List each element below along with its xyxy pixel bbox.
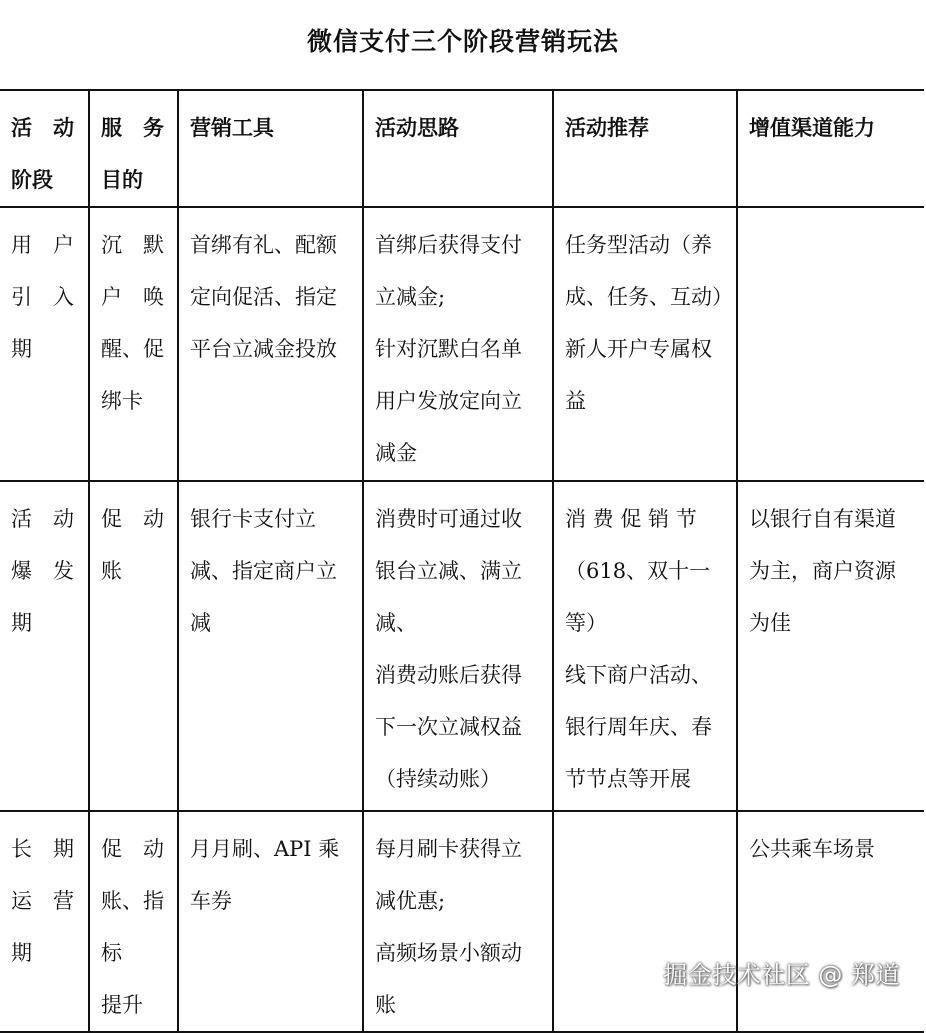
marketing-table — [0, 89, 924, 1033]
header-idea: 活动思路 — [363, 90, 553, 207]
cell-line: 益 — [565, 389, 586, 413]
cell-line: 提升 — [101, 993, 143, 1017]
cell-line: （持续动账） — [375, 767, 501, 791]
cell-line: 标 — [101, 941, 122, 965]
cell-line: 银台立减、满立 — [375, 559, 522, 583]
cell-line: 期 — [11, 941, 32, 965]
cell-idea — [363, 811, 553, 1032]
cell-line: 期 — [11, 337, 32, 361]
cell-line: 首绑有礼、配额 — [190, 233, 337, 257]
cell-line: 爆 发 — [11, 559, 74, 583]
table-row — [0, 481, 924, 811]
cell-tools — [178, 811, 363, 1032]
cell-line: 月月刷、API 乘 — [190, 837, 340, 861]
cell-line: 引 入 — [11, 285, 74, 309]
cell-line: 减优惠; — [375, 889, 446, 913]
cell-line: 高频场景小额动 — [375, 941, 522, 965]
cell-line: 下一次立减权益 — [375, 715, 522, 739]
cell-line: 成、任务、互动） — [565, 285, 733, 309]
cell-line: 以银行自有渠道 — [749, 507, 896, 531]
cell-line: 期 — [11, 611, 32, 635]
cell-line: 绑卡 — [101, 389, 143, 413]
cell-recommend — [553, 207, 737, 481]
cell-line: 银行卡支付立 — [190, 507, 316, 531]
cell-line: 首绑后获得支付 — [375, 233, 522, 257]
header-row — [0, 90, 924, 207]
cell-line: 运 营 — [11, 889, 74, 913]
cell-line: 促 动 — [101, 837, 164, 861]
cell-line: 账 — [375, 993, 396, 1017]
cell-line: 减金 — [375, 441, 417, 465]
cell-line: 消 费 促 销 节 — [565, 507, 697, 531]
cell-line: 节节点等开展 — [565, 767, 691, 791]
cell-line: 定向促活、指定 — [190, 285, 337, 309]
cell-line: 醒、促 — [101, 337, 164, 361]
cell-line: 长 期 — [11, 837, 74, 861]
cell-tools — [178, 481, 363, 811]
cell-stage — [0, 811, 89, 1032]
cell-line: 减、 — [375, 611, 417, 635]
cell-line: 立减金; — [375, 285, 446, 309]
cell-line: 用户发放定向立 — [375, 389, 522, 413]
cell-line: 户 唤 — [101, 285, 164, 309]
header-recommend: 活动推荐 — [553, 90, 737, 207]
cell-line: （618、双十一 — [565, 559, 711, 583]
cell-line: 账 — [101, 559, 122, 583]
cell-line: 减、指定商户立 — [190, 559, 337, 583]
header-purpose: 服 务 目的 — [89, 90, 178, 207]
table-row — [0, 207, 924, 481]
cell-line: 银行周年庆、春 — [565, 715, 712, 739]
cell-line: 新人开户专属权 — [565, 337, 712, 361]
cell-line: 每月刷卡获得立 — [375, 837, 522, 861]
cell-recommend — [553, 811, 737, 1032]
cell-tools — [178, 207, 363, 481]
cell-line: 平台立减金投放 — [190, 337, 337, 361]
cell-line: 账、指 — [101, 889, 164, 913]
cell-line: 消费动账后获得 — [375, 663, 522, 687]
cell-line: 沉 默 — [101, 233, 164, 257]
cell-line: 为主，商户资源 — [749, 559, 896, 583]
cell-line: 任务型活动（养 — [565, 233, 712, 257]
cell-line: 减 — [190, 611, 211, 635]
cell-line: 为佳 — [749, 611, 791, 635]
cell-channel — [737, 481, 924, 811]
cell-recommend — [553, 481, 737, 811]
cell-line: 针对沉默白名单 — [375, 337, 522, 361]
cell-line: 活 动 — [11, 507, 74, 531]
cell-line: 线下商户活动、 — [565, 663, 712, 687]
cell-line: 促 动 — [101, 507, 164, 531]
cell-channel — [737, 811, 924, 1032]
cell-purpose — [89, 481, 178, 811]
header-tools: 营销工具 — [178, 90, 363, 207]
cell-channel — [737, 207, 924, 481]
cell-line: 车券 — [190, 889, 232, 913]
header-channel: 增值渠道能力 — [737, 90, 924, 207]
cell-stage — [0, 207, 89, 481]
cell-line: 用 户 — [11, 233, 74, 257]
header-stage: 活 动 阶段 — [0, 90, 89, 207]
cell-line: 公共乘车场景 — [749, 837, 875, 861]
watermark-text: 掘金技术社区 @ 郑道 — [663, 961, 900, 989]
cell-stage — [0, 481, 89, 811]
table-row — [0, 811, 924, 1032]
document-title: 微信支付三个阶段营销玩法 — [306, 27, 619, 56]
cell-purpose — [89, 811, 178, 1032]
cell-line: 消费时可通过收 — [375, 507, 522, 531]
cell-idea — [363, 481, 553, 811]
cell-line: 等） — [565, 611, 607, 635]
cell-idea — [363, 207, 553, 481]
cell-purpose — [89, 207, 178, 481]
